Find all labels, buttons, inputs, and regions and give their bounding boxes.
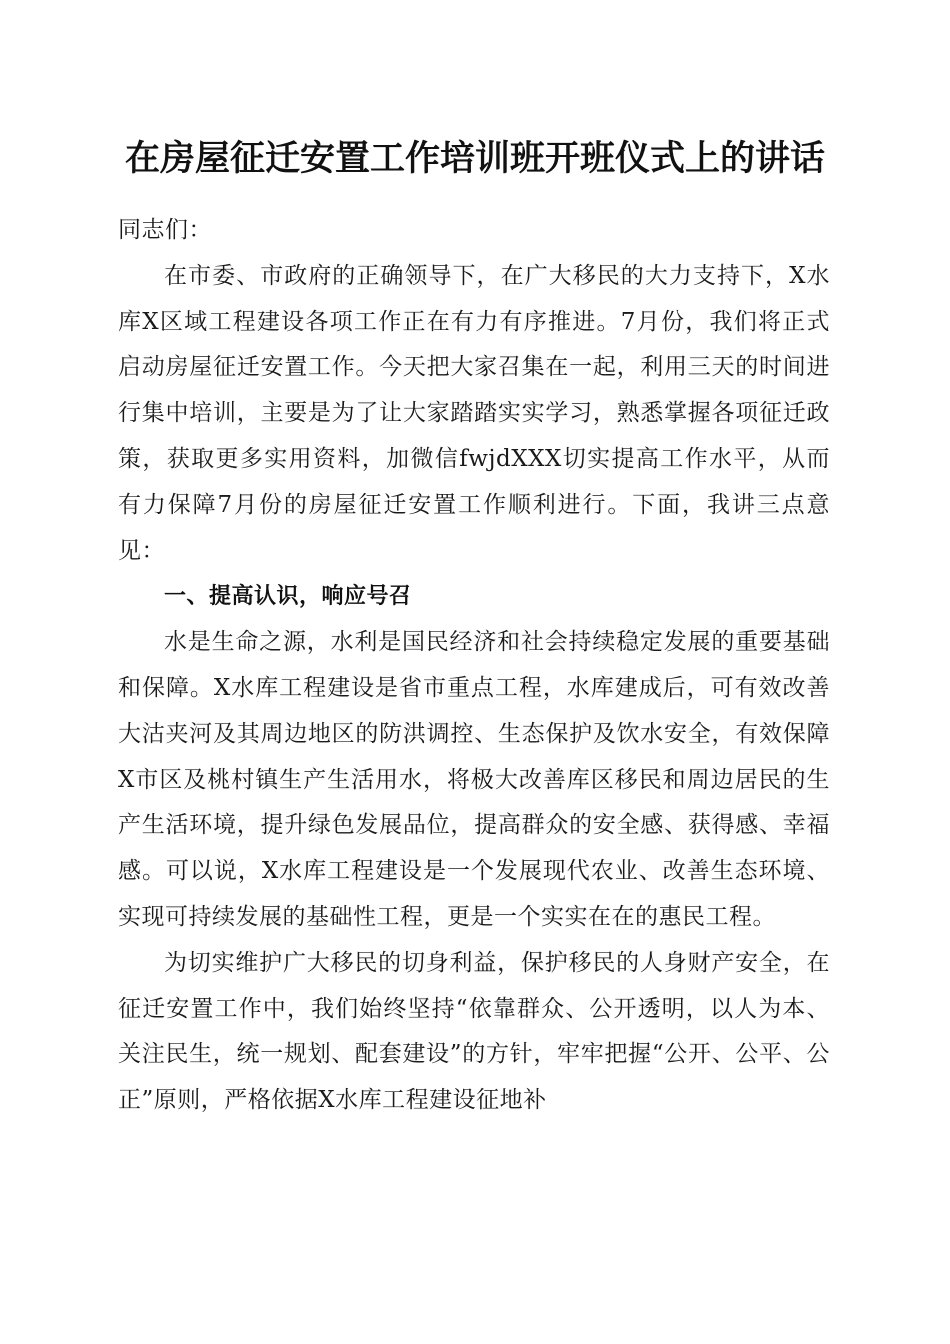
document-body <box>118 208 830 1124</box>
salutation: 同志们： <box>118 217 212 243</box>
paragraph-section-1-a: 水是生命之源，水利是国民经济和社会持续稳定发展的重要基础和保障。X水库工程建设是省市重点工程，水库建成后，可有效改善大沽夹河及其周边地区的防洪调控、生态保护及饮水安全，有效保障X市区及桃村镇生产生活用水，将极大改善库区移民和周边居民的生产生活环境，提升绿色发展品位，提高群众的安全感、获得感、幸福感。可以说，X水库工程建设是一个发展现代农业、改善生态环境、实现可持续发展的基础性工程，更是一个实实在在的惠民工程。 <box>118 629 830 930</box>
paragraph-intro: 在市委、市政府的正确领导下，在广大移民的大力支持下，X水库X区域工程建设各项工作正在有力有序推进。7月份，我们将正式启动房屋征迁安置工作。今天把大家召集在一起，利用三天的时间进行集中培训，主要是为了让大家踏踏实实学习，熟悉掌握各项征迁政策，获取更多实用资料，加微信fwjdXXX切实提高工作水平，从而有力保障7月份的房屋征迁安置工作顺利进行。下面，我讲三点意见： <box>118 262 830 564</box>
paragraph-section-1-b: 为切实维护广大移民的切身利益，保护移民的人身财产安全，在征迁安置工作中，我们始终坚持“依靠群众、公开透明，以人为本、关注民生，统一规划、配套建设”的方针，牢牢把握“公开、公平、公正”原则，严格依据X水库工程建设征地补 <box>118 949 830 1114</box>
document-title: 在房屋征迁安置工作培训班开班仪式上的讲话 <box>124 138 825 179</box>
section-heading-1: 一、提高认识，响应号召 <box>164 584 412 610</box>
